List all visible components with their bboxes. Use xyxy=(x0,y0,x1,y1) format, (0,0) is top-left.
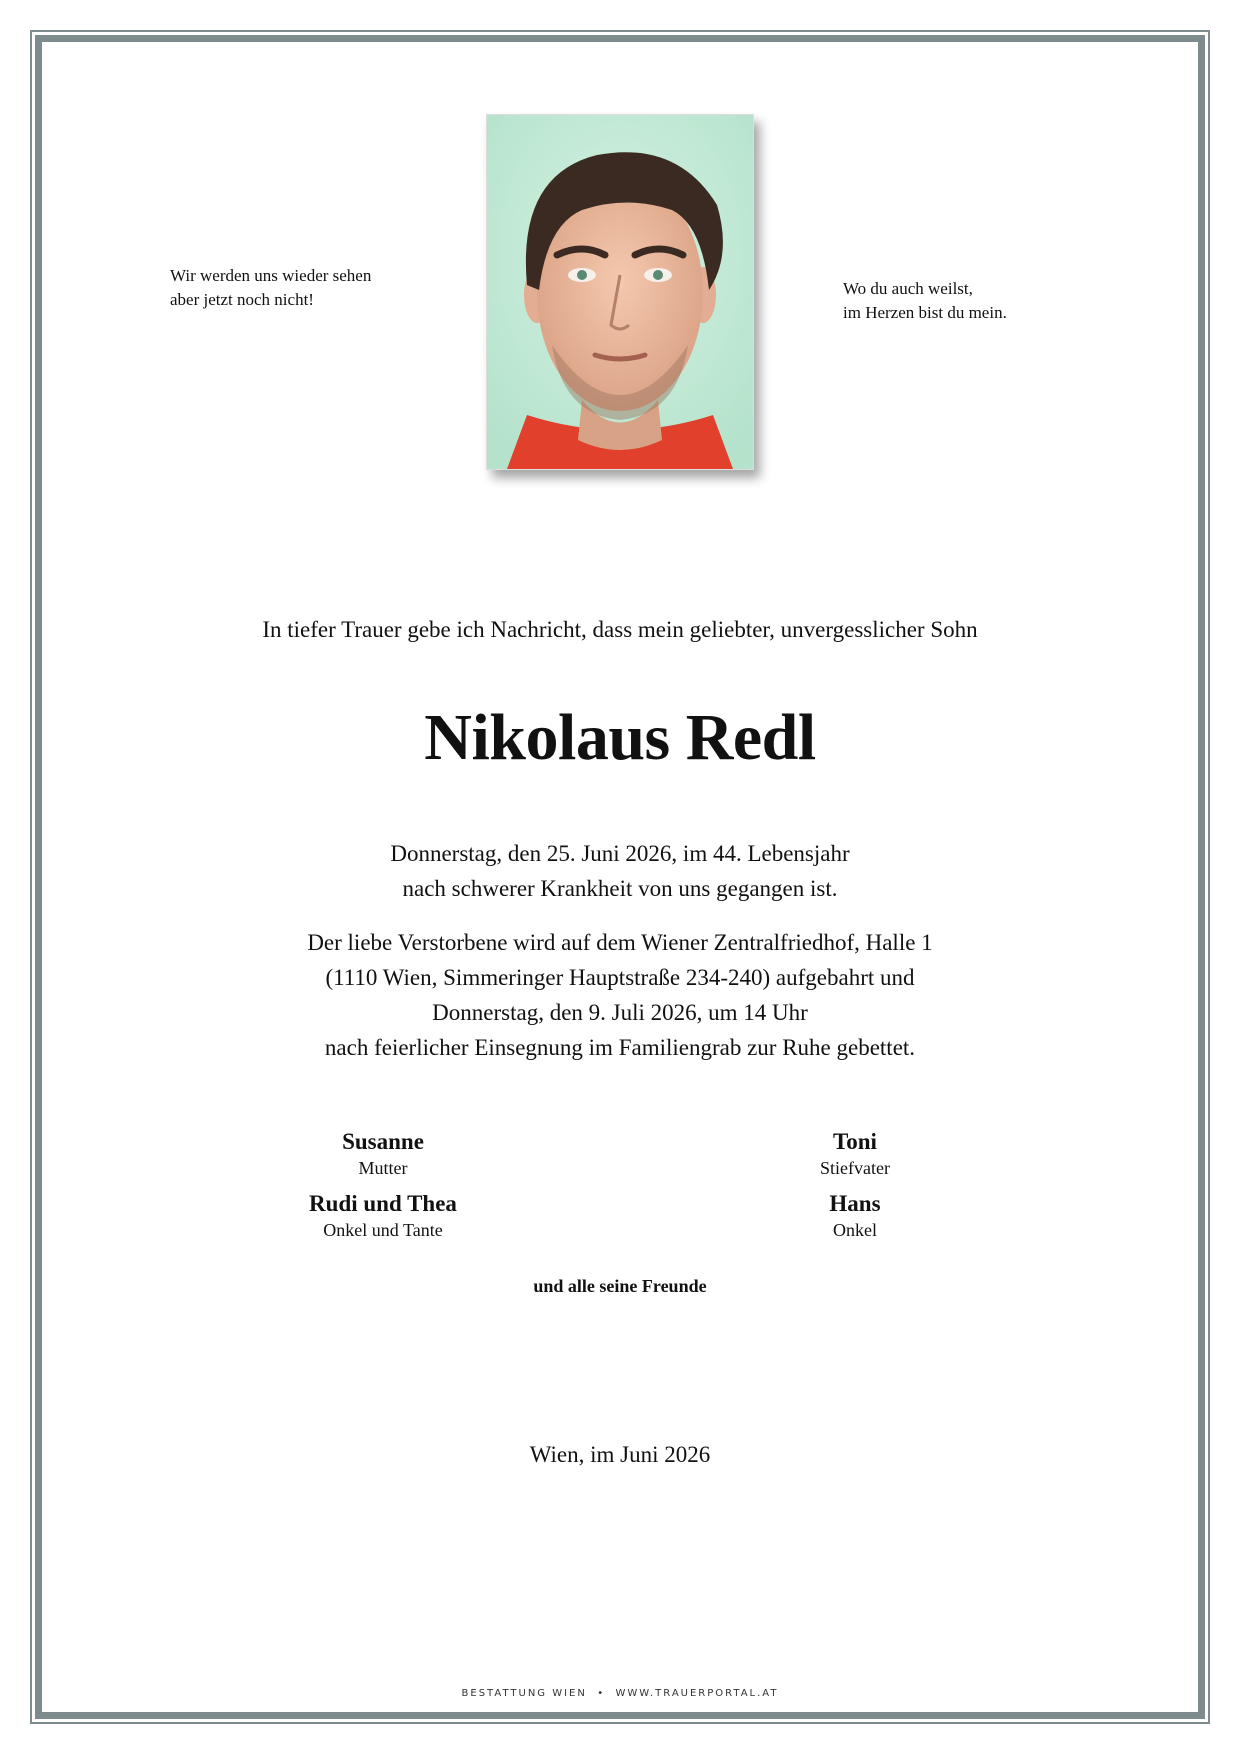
mourner-name: Toni xyxy=(833,1129,877,1154)
mourner-uncle-aunt xyxy=(183,1190,583,1242)
funeral-line-3: Donnerstag, den 9. Juli 2026, um 14 Uhr xyxy=(432,1000,808,1025)
quote-left-line-2: aber jetzt noch nicht! xyxy=(170,290,314,309)
funeral-line-4: nach feierlicher Einsegnung im Familiengrab zur Ruhe gebettet. xyxy=(324,1035,916,1060)
portrait-photo xyxy=(486,114,754,470)
mourner-role: Onkel und Tante xyxy=(323,1220,443,1240)
place-date: Wien, im Juni 2026 xyxy=(529,1442,711,1467)
quote-right-line-2: im Herzen bist du mein. xyxy=(843,303,1007,322)
quote-right xyxy=(843,277,1007,325)
mourner-role: Onkel xyxy=(833,1220,877,1240)
quote-left-line-1: Wir werden uns wieder sehen xyxy=(170,266,372,285)
death-line-2: nach schwerer Krankheit von uns gegangen ist. xyxy=(402,876,838,901)
friends-line: und alle seine Freunde xyxy=(533,1276,707,1296)
intro-text: In tiefer Trauer gebe ich Nachricht, dass mein geliebter, unvergesslicher Sohn xyxy=(262,617,978,642)
mourner-name: Hans xyxy=(829,1191,881,1216)
funeral-details xyxy=(0,925,1240,1065)
quote-left xyxy=(170,264,371,312)
mourner-name: Susanne xyxy=(342,1129,424,1154)
deceased-name: Nikolaus Redl xyxy=(424,701,816,774)
mourner-role: Stiefvater xyxy=(820,1158,890,1178)
mourner-uncle xyxy=(655,1190,1055,1242)
mourner-mother xyxy=(183,1128,583,1180)
footer-credit: BESTATTUNG WIEN • WWW.TRAUERPORTAL.AT xyxy=(461,1688,779,1699)
funeral-line-1: Der liebe Verstorbene wird auf dem Wiener Zentralfriedhof, Halle 1 xyxy=(307,930,933,955)
mourner-stepfather xyxy=(655,1128,1055,1180)
quote-right-line-1: Wo du auch weilst, xyxy=(843,279,973,298)
mourner-role: Mutter xyxy=(358,1158,408,1178)
funeral-line-2: (1110 Wien, Simmeringer Hauptstraße 234-240) aufgebahrt und xyxy=(325,965,915,990)
death-line-1: Donnerstag, den 25. Juni 2026, im 44. Lebensjahr xyxy=(390,841,850,866)
mourner-name: Rudi und Thea xyxy=(309,1191,457,1216)
death-notice xyxy=(0,836,1240,906)
